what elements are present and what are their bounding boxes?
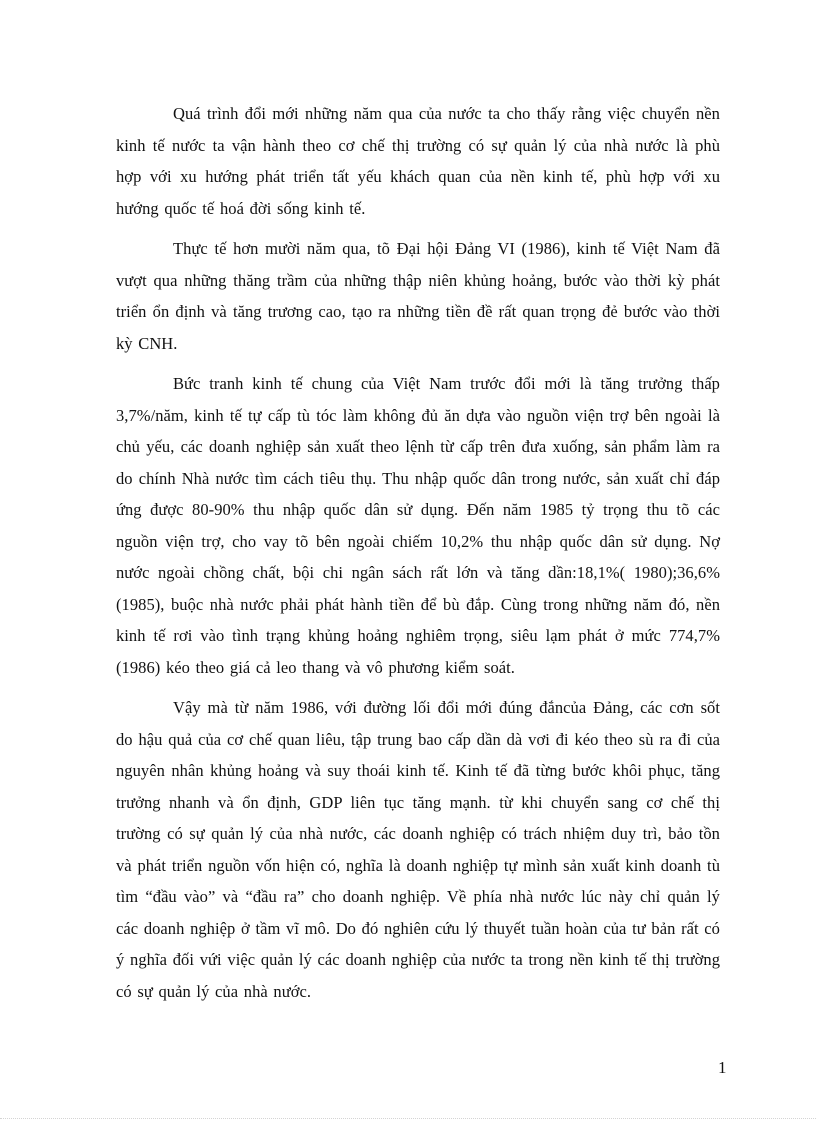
document-body [116,98,720,1016]
paragraph-4: Vậy mà từ năm 1986, với đường lối đổi mới đúng đắncủa Đảng, các cơn sốt do hậu quả của cơ chế quan liêu, tập trung bao cấp dần dà vơi đi kéo theo sù ra đi của nguyên nhân khủng hoảng và suy thoái kinh tế. Kinh tế đã từng bước khôi phục, tăng trưởng nhanh và ổn định, GDP liên tục tăng mạnh. từ khi chuyển sang cơ chế thị trường có sự quản lý của nhà nước, các doanh nghiệp có trách nhiệm duy trì, bảo tồn và phát triển nguồn vốn hiện có, nghĩa là doanh nghiệp tự mình sản xuất kinh doanh tù tìm “đầu vào” và “đầu ra” cho doanh nghiệp. Về phía nhà nước lúc này chỉ quản lý các doanh nghiệp ở tầm vĩ mô. Do đó nghiên cứu lý thuyết tuần hoàn của tư bản rất có ý nghĩa đối vứi việc quản lý các doanh nghiệp của nước ta trong nền kinh tế thị trường có sự quản lý của nhà nước. [116,698,720,1001]
page-number: 1 [718,1058,727,1077]
paragraph-1: Quá trình đổi mới những năm qua của nước ta cho thấy rằng việc chuyển nền kinh tế nước ta vận hành theo cơ chế thị trường có sự quản lý của nhà nước là phù hợp với xu hướng phát triển tất yếu khách quan của nền kinh tế, phù hợp với xu hướng quốc tế hoá đời sống kinh tế. [116,104,720,218]
page-bottom-divider [0,1118,816,1119]
paragraph-2: Thực tế hơn mười năm qua, tõ Đại hội Đảng VI (1986), kinh tế Việt Nam đã vượt qua những thăng trầm của những thập niên khủng hoảng, bước vào thời kỳ phát triển ổn định và tăng trương cao, tạo ra những tiền đề rất quan trọng đẻ bước vào thời kỳ CNH. [116,239,720,353]
paragraph-3: Bức tranh kinh tế chung của Việt Nam trước đổi mới là tăng trưởng thấp 3,7%/năm, kinh tế tự cấp tù tóc làm không đủ ăn dựa vào nguồn viện trợ bên ngoài là chủ yếu, các doanh nghiệp sản xuất theo lệnh từ cấp trên đưa xuống, sản phẩm làm ra do chính Nhà nước tìm cách tiêu thụ. Thu nhập quốc dân trong nước, sản xuất chỉ đáp ứng được 80-90% thu nhập quốc dân sử dụng. Đến năm 1985 tỷ trọng thu tõ các nguồn viện trợ, cho vay tõ bên ngoài chiếm 10,2% thu nhập quốc dân sử dụng. Nợ nước ngoài chồng chất, bội chi ngân sách rất lớn và tăng dần:18,1%( 1980);36,6%(1985), buộc nhà nước phải phát hành tiền để bù đắp. Cùng trong những năm đó, nền kinh tế rơi vào tình trạng khủng hoảng nghiêm trọng, siêu lạm phát ở mức 774,7%(1986) kéo theo giá cả leo thang và vô phương kiểm soát. [116,374,720,677]
